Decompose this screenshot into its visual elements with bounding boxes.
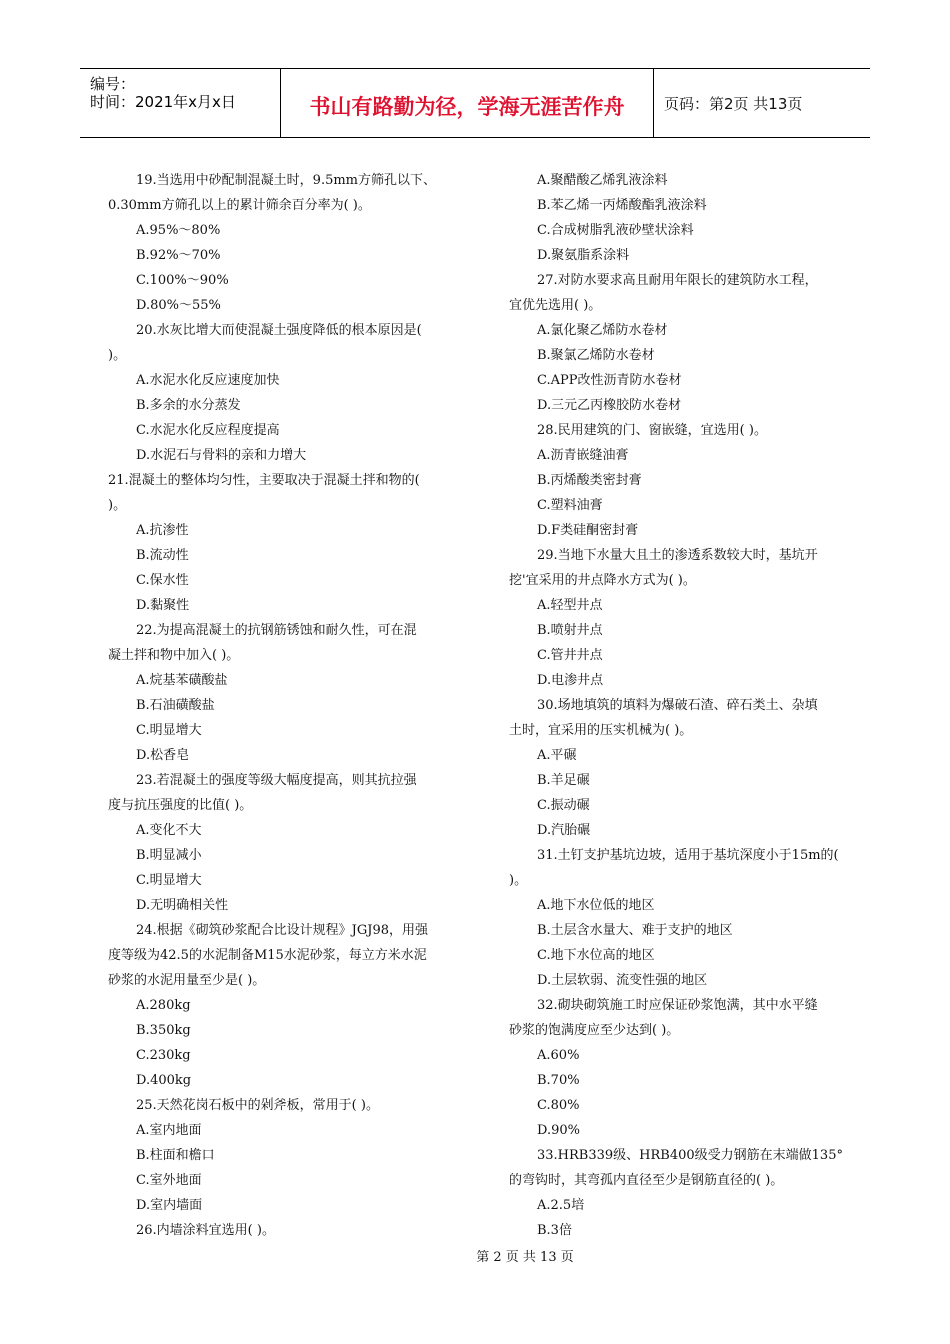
text-line: B.喷射井点 [537, 623, 603, 638]
text-line: C.塑料油膏 [537, 498, 603, 513]
text-line: 0.30mm方筛孔以上的累计筛余百分率为( )。 [108, 198, 371, 213]
header-page-cell [654, 69, 870, 137]
text-line: C.明显增大 [136, 723, 202, 738]
text-line: 33.HRB339级、HRB400级受力钢筋在末端做135° [537, 1148, 843, 1163]
header-meta-cell [80, 69, 281, 137]
text-line: 31.土钉支护基坑边坡，适用于基坑深度小于15m的( [537, 848, 839, 863]
text-line: 宜优先选用( )。 [509, 298, 602, 313]
text-line: A.氯化聚乙烯防水卷材 [537, 323, 668, 338]
text-line: B.羊足碾 [537, 773, 590, 788]
document-number-label: 编号： [90, 75, 136, 93]
text-line: D.400kg [136, 1073, 192, 1088]
text-line: 的弯钩时，其弯孤内直径至少是钢筋直径的( )。 [509, 1173, 784, 1188]
text-line: C.100%～90% [136, 273, 229, 288]
text-line: B.92%～70% [136, 248, 221, 263]
text-line: A.2.5培 [537, 1198, 585, 1213]
text-line: D.无明确相关性 [136, 898, 229, 913]
text-line: D.土层软弱、流变性强的地区 [537, 973, 708, 988]
text-line: D.电渗井点 [537, 673, 604, 688]
text-line: B.柱面和檐口 [136, 1148, 215, 1163]
text-line: 19.当选用中砂配制混凝土时，9.5mm方筛孔以下、 [136, 173, 437, 188]
text-line: D.水泥石与骨料的亲和力增大 [136, 448, 307, 463]
text-line: 土时，宜采用的压实机械为( )。 [509, 723, 693, 738]
text-line: C.振动碾 [537, 798, 590, 813]
text-line: D.聚氨脂系涂料 [537, 248, 630, 263]
text-line: D.黏聚性 [136, 598, 190, 613]
text-line: A.轻型井点 [537, 598, 603, 613]
header-motto-cell [281, 69, 654, 137]
text-line: D.三元乙丙橡胶防水卷材 [537, 398, 682, 413]
text-line: B.350kg [136, 1023, 191, 1038]
text-line: )。 [509, 873, 528, 888]
text-line: A.烷基苯磺酸盐 [136, 673, 228, 688]
text-line: 24.根据《砌筑砂浆配合比设计规程》JGJ98，用强 [136, 923, 429, 938]
text-line: 挖'宜采用的井点降水方式为( )。 [509, 573, 696, 588]
text-line: 度与抗压强度的比值( )。 [108, 798, 253, 813]
text-line: A.室内地面 [136, 1123, 202, 1138]
text-line: 砂浆的饱满度应至少达到( )。 [509, 1023, 680, 1038]
text-line: B.苯乙烯一丙烯酸酯乳液涂料 [537, 198, 707, 213]
text-line: D.F类硅酮密封膏 [537, 523, 639, 538]
text-line: C.保水性 [136, 573, 189, 588]
document-time-label: 时间：2021年x月x日 [90, 93, 236, 111]
text-line: B.明显减小 [136, 848, 202, 863]
text-line: A.沥青嵌缝油膏 [537, 448, 629, 463]
text-line: 25.天然花岗石板中的剁斧板，常用于( )。 [136, 1098, 379, 1113]
text-line: B.3倍 [537, 1223, 572, 1238]
text-line: B.土层含水量大、难于支护的地区 [537, 923, 733, 938]
text-line: 28.民用建筑的门、窗嵌缝，宜选用( )。 [537, 423, 767, 438]
text-line: )。 [108, 498, 127, 513]
text-line: C.APP改性沥青防水卷材 [537, 373, 682, 388]
text-line: C.合成树脂乳液砂壁状涂料 [537, 223, 694, 238]
text-line: D.松香皂 [136, 748, 190, 763]
left-column [108, 168, 460, 1243]
text-line: A.280kg [136, 998, 191, 1013]
text-line: B.丙烯酸类密封膏 [537, 473, 642, 488]
text-line: A.60% [537, 1048, 580, 1063]
text-line: B.石油磺酸盐 [136, 698, 215, 713]
text-line: 砂浆的水泥用量至少是( )。 [108, 973, 266, 988]
text-line: 度等级为42.5的水泥制备M15水泥砂浆，每立方米水泥 [108, 948, 427, 963]
text-line: A.95%～80% [136, 223, 221, 238]
text-line: D.90% [537, 1123, 580, 1138]
text-line: 32.砌块砌筑施工时应保证砂浆饱满，其中水平缝 [537, 998, 818, 1013]
text-line: A.聚醋酸乙烯乳液涂料 [537, 173, 668, 188]
text-line: 30.场地填筑的填料为爆破石渣、碎石类土、杂填 [537, 698, 818, 713]
text-line: 27.对防水要求高且耐用年限长的建筑防水工程， [537, 273, 818, 288]
text-line: )。 [108, 348, 127, 363]
text-line: D.汽胎碾 [537, 823, 591, 838]
text-line: 23.若混凝土的强度等级大幅度提高，则其抗拉强 [136, 773, 417, 788]
text-line: D.80%～55% [136, 298, 221, 313]
right-column [509, 168, 861, 1243]
text-line: C.明显增大 [136, 873, 202, 888]
text-line: A.变化不大 [136, 823, 202, 838]
text-line: A.水泥水化反应速度加快 [136, 373, 280, 388]
text-line: C.80% [537, 1098, 580, 1113]
text-line: A.平碾 [537, 748, 577, 763]
text-line: B.流动性 [136, 548, 189, 563]
text-line: 21.混凝土的整体均匀性，主要取决于混凝土拌和物的( [108, 473, 420, 488]
text-line: C.管井井点 [537, 648, 603, 663]
text-line: C.室外地面 [136, 1173, 202, 1188]
header-page-info: 页码：第2页 共13页 [664, 95, 803, 113]
text-line: C.水泥水化反应程度提高 [136, 423, 280, 438]
text-line: 凝土拌和物中加入( )。 [108, 648, 240, 663]
text-line: 20.水灰比增大而使混凝土强度降低的根本原因是( [136, 323, 422, 338]
text-line: B.聚氯乙烯防水卷材 [537, 348, 655, 363]
page-footer: 第 2 页 共 13 页 [476, 1250, 574, 1265]
text-line: 29.当地下水量大且土的渗透系数较大时，基坑开 [537, 548, 818, 563]
text-line: D.室内墙面 [136, 1198, 203, 1213]
text-line: C.地下水位高的地区 [537, 948, 655, 963]
text-line: B.多余的水分蒸发 [136, 398, 241, 413]
text-line: C.230kg [136, 1048, 191, 1063]
page-header [80, 68, 870, 138]
text-line: A.抗渗性 [136, 523, 189, 538]
text-line: 26.内墙涂料宜选用( )。 [136, 1223, 275, 1238]
text-line: B.70% [537, 1073, 580, 1088]
text-line: A.地下水位低的地区 [537, 898, 655, 913]
text-line: 22.为提高混凝土的抗钢筋锈蚀和耐久性，可在混 [136, 623, 417, 638]
header-motto: 书山有路勤为径，学海无涯苦作舟 [309, 95, 625, 119]
